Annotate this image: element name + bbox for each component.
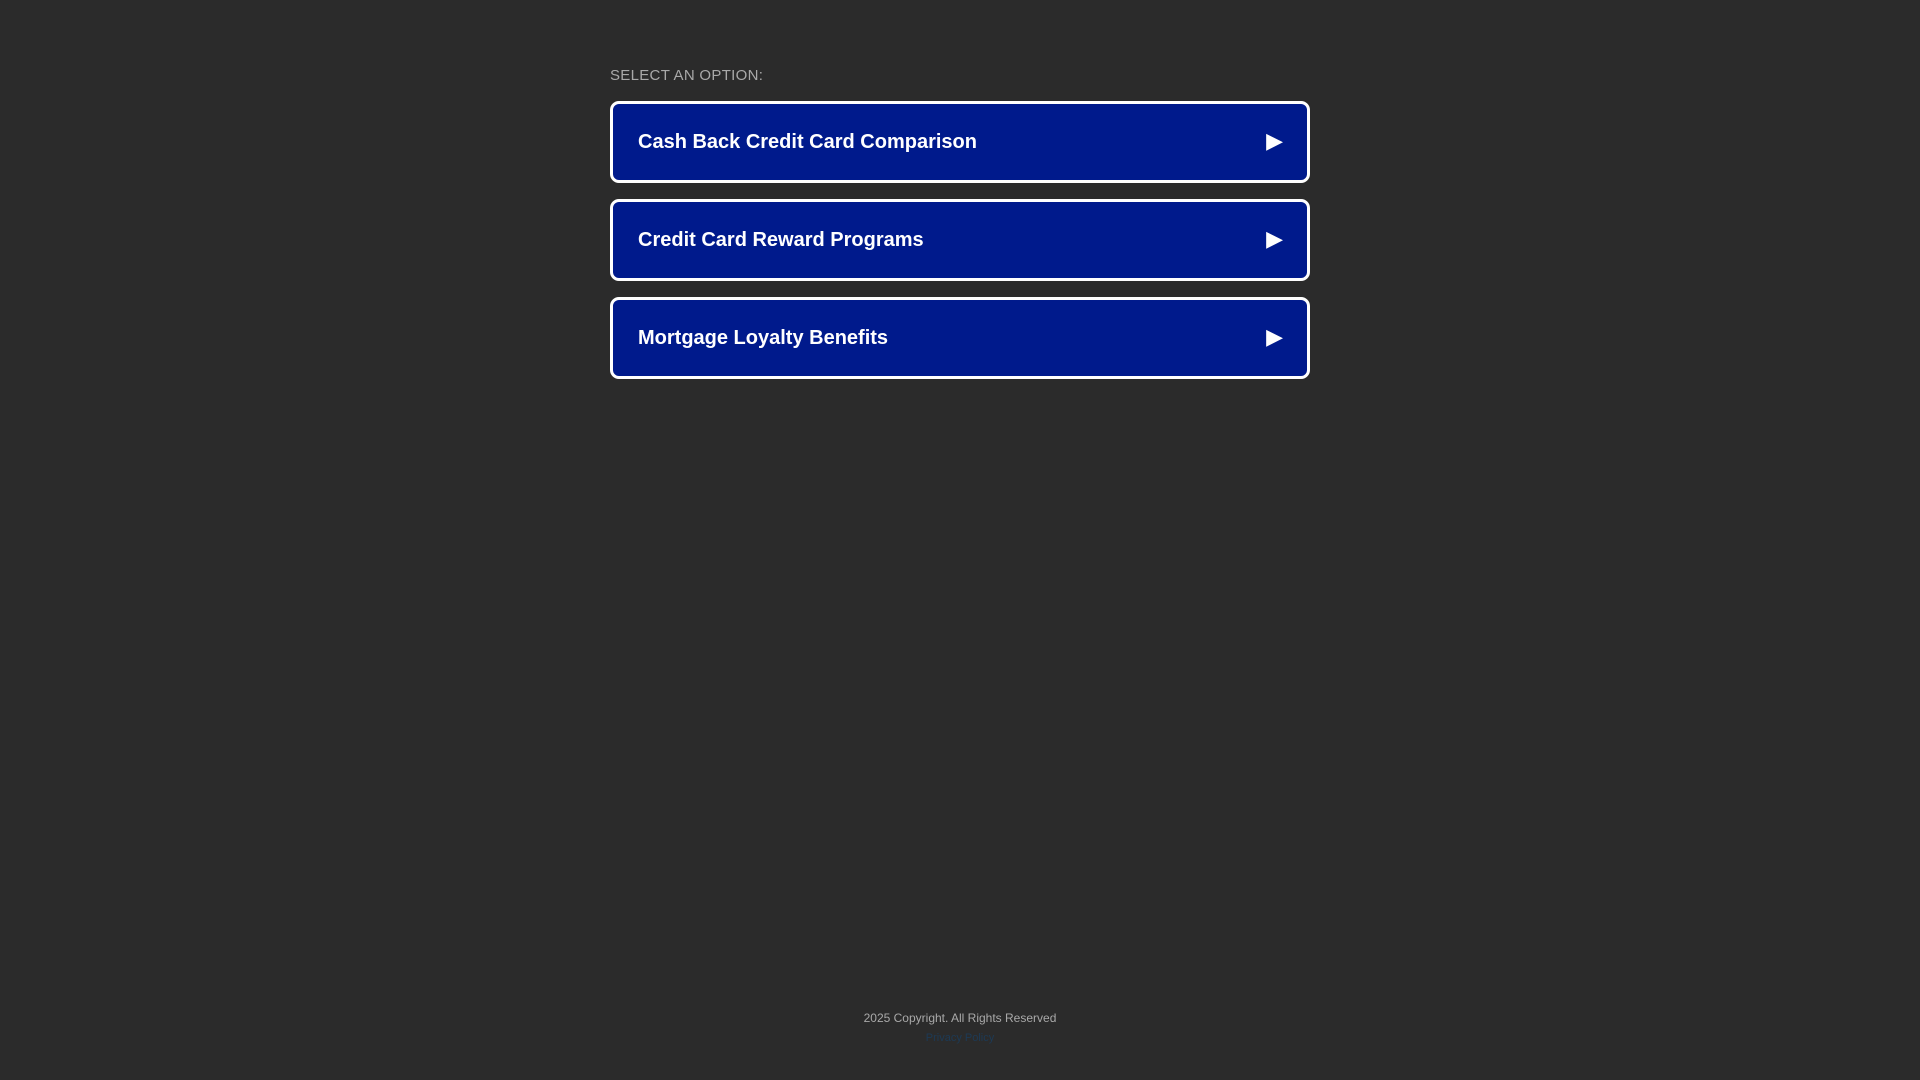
play-arrow-icon: ▶	[1266, 325, 1283, 350]
option-mortgage-loyalty[interactable]	[610, 297, 1310, 379]
options-list	[610, 66, 1310, 395]
play-arrow-icon: ▶	[1266, 227, 1283, 252]
option-cash-back-comparison[interactable]	[610, 101, 1310, 183]
play-arrow-icon: ▶	[1266, 129, 1283, 154]
options-heading: SELECT AN OPTION:	[610, 67, 764, 84]
option-label: Cash Back Credit Card Comparison	[638, 130, 977, 153]
footer	[0, 1010, 1920, 1046]
option-reward-programs[interactable]	[610, 199, 1310, 281]
option-label: Credit Card Reward Programs	[638, 228, 924, 251]
privacy-policy-link[interactable]: Privacy Policy	[925, 1032, 995, 1044]
copyright-text: 2025 Copyright. All Rights Reserved	[863, 1011, 1057, 1025]
option-label: Mortgage Loyalty Benefits	[638, 326, 889, 349]
